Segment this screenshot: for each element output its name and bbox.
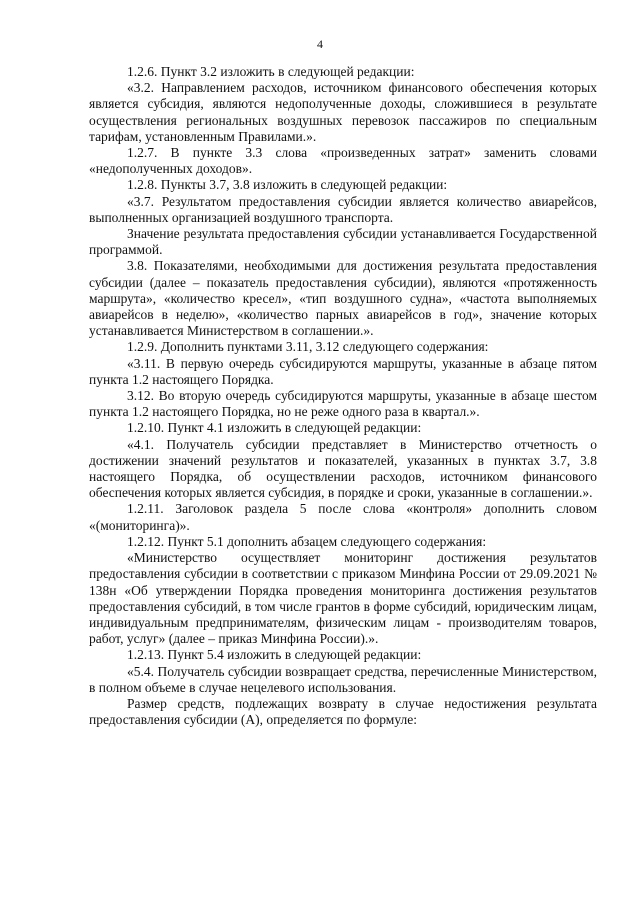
paragraph-1-2-10: 1.2.10. Пункт 4.1 изложить в следующей редакции: xyxy=(127,420,422,436)
paragraph-result-value: Значение результата предоставления субсидии устанавливается Государственной программой. xyxy=(89,226,597,258)
paragraph-1-2-8: 1.2.8. Пункты 3.7, 3.8 изложить в следующей редакции: xyxy=(127,177,448,193)
paragraph-quote-4-1: «4.1. Получатель субсидии представляет в Министерство отчетность о достижении значений результатов и показателей, указанных в пунктах 3.7, 3.8 настоящего Порядка, об осуществлении расходов, источником финансового обеспечения которых является субсидия, в порядке и сроки, указанные в соглашении.». xyxy=(89,436,597,501)
paragraph-1-2-13: 1.2.13. Пункт 5.4 изложить в следующей редакции: xyxy=(127,647,422,663)
paragraph-1-2-11: 1.2.11. Заголовок раздела 5 после слова «контроля» дополнить словом «(мониторинга)». xyxy=(89,501,597,533)
paragraph-1-2-7: 1.2.7. В пункте 3.3 слова «произведенных затрат» заменить словами «недополученных доходов». xyxy=(89,145,597,177)
page-number: 4 xyxy=(317,37,323,51)
paragraph-3-8: 3.8. Показателями, необходимыми для достижения результата предоставления субсидии (далее – показатель предоставления субсидии), являются «протяженность маршрута», «количество кресел», «тип воздушного судна», «частота выполняемых авиарейсов в неделю», «количество парных авиарейсов в год», значение которых устанавливается Министерством в соглашении.». xyxy=(89,258,597,339)
paragraph-1-2-9: 1.2.9. Дополнить пунктами 3.11, 3.12 следующего содержания: xyxy=(127,339,489,355)
paragraph-quote-3-11: «3.11. В первую очередь субсидируются маршруты, указанные в абзаце пятом пункта 1.2 настоящего Порядка. xyxy=(89,355,597,387)
paragraph-quote-monitoring: «Министерство осуществляет мониторинг достижения результатов предоставления субсидии в соответствии с приказом Минфина России от 29.09.2021 № 138н «Об утверждении Порядка проведения мониторинга достижения результатов предоставления субсидий, в том числе грантов в форме субсидий, юридическим лицам, индивидуальным предпринимателям, физическим лицам - производителям товаров, работ, услуг» (далее – приказ Минфина России).». xyxy=(89,550,597,647)
paragraph-quote-3-7: «3.7. Результатом предоставления субсидии является количество авиарейсов, выполненных организацией воздушного транспорта. xyxy=(89,193,597,225)
paragraph-refund-amount: Размер средств, подлежащих возврату в случае недостижения результата предоставления субсидии (А), определяется по формуле: xyxy=(89,695,597,728)
paragraph-quote-5-4: «5.4. Получатель субсидии возвращает средства, перечисленные Министерством, в полном объеме в случае нецелевого использования. xyxy=(89,663,597,695)
paragraph-3-12: 3.12. Во вторую очередь субсидируются маршруты, указанные в абзаце шестом пункта 1.2 настоящего Порядка, но не реже одного раза в квартал.». xyxy=(89,388,597,420)
paragraph-1-2-6: 1.2.6. Пункт 3.2 изложить в следующей редакции: xyxy=(127,64,415,79)
document-body xyxy=(89,64,597,728)
paragraph-quote-3-2: «3.2. Направлением расходов, источником финансового обеспечения которых является субсидия, являются недополученные доходы, сложившиеся в результате осуществления региональных воздушных перевозок пассажиров по специальным тарифам, установленным Правилами.». xyxy=(89,80,597,144)
paragraph-1-2-12: 1.2.12. Пункт 5.1 дополнить абзацем следующего содержания: xyxy=(127,533,487,549)
